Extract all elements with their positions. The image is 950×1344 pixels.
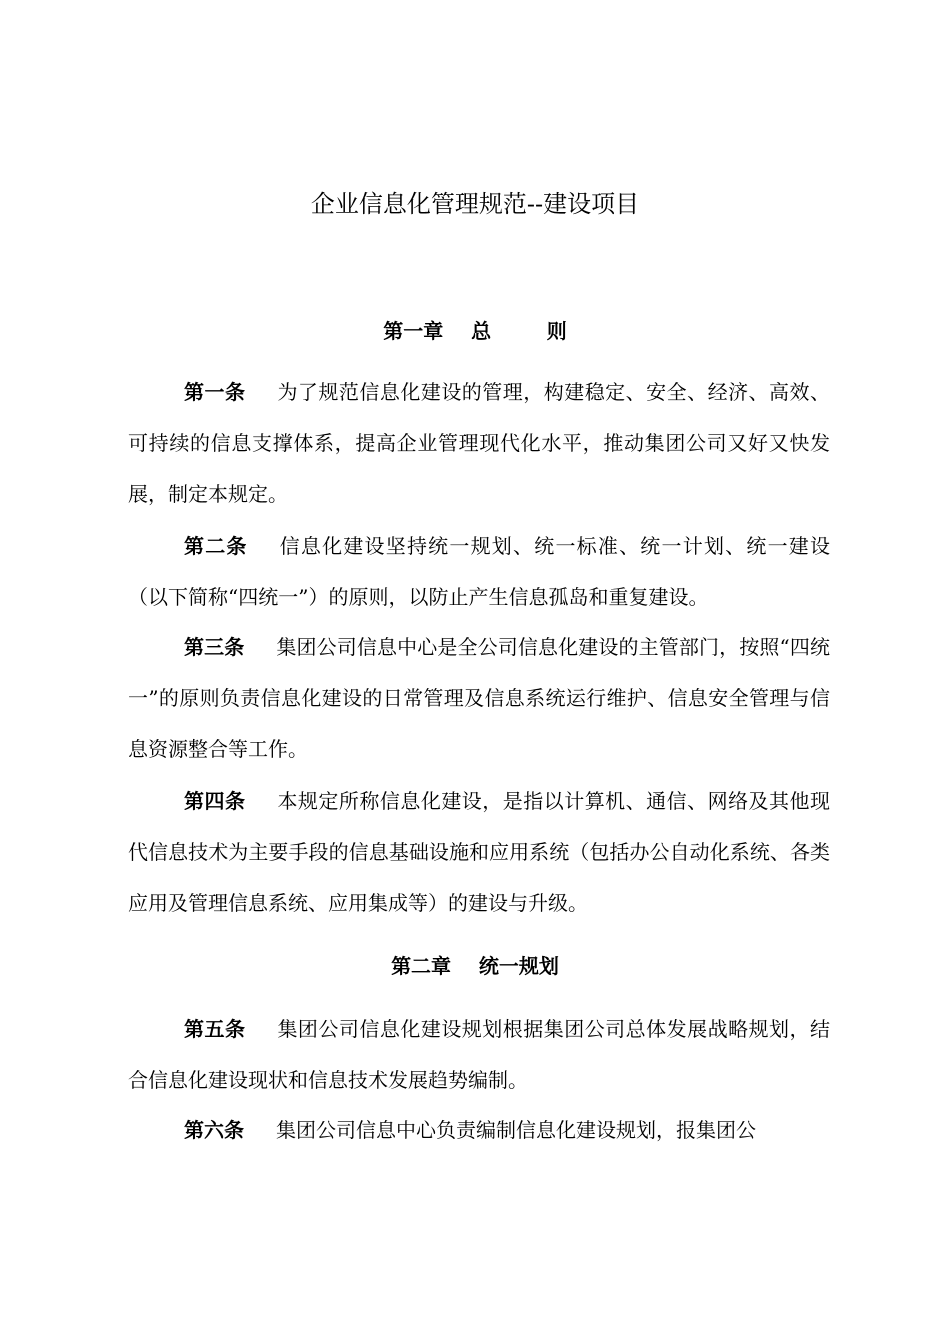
- article-paragraph: [128, 521, 830, 623]
- article-paragraph: [128, 1004, 830, 1106]
- chapter-heading: 第一章 总 则: [383, 319, 567, 343]
- article-label: 第二条: [184, 534, 248, 558]
- article-label: 第一条: [184, 380, 246, 404]
- chapter-heading: 第二章 统一规划: [391, 954, 559, 978]
- article-label: 第五条: [184, 1017, 246, 1041]
- article-text: 本规定所称信息化建设，是指以计算机、通信、网络及其他现代信息技术为主要手段的信息基础设施和应用系统（包括办公自动化系统、各类应用及管理信息系统、应用集成等）的建设与升级。: [128, 789, 831, 915]
- article-text: 集团公司信息中心是全公司信息化建设的主管部门，按照“四统一”的原则负责信息化建设的日常管理及信息系统运行维护、信息安全管理与信息资源整合等工作。: [128, 635, 831, 761]
- article-text: 集团公司信息化建设规划根据集团公司总体发展战略规划，结合信息化建设现状和信息技术发展趋势编制。: [128, 1017, 831, 1092]
- article-text: 为了规范信息化建设的管理，构建稳定、安全、经济、高效、可持续的信息支撑体系，提高企业管理现代化水平，推动集团公司又好又快发展，制定本规定。: [128, 380, 831, 506]
- article-paragraph: [128, 622, 830, 775]
- article-text: 信息化建设坚持统一规划、统一标准、统一计划、统一建设（以下简称“四统一”）的原则，以防止产生信息孤岛和重复建设。: [128, 534, 831, 609]
- article-label: 第三条: [184, 635, 245, 659]
- article-label: 第四条: [184, 789, 246, 813]
- article-paragraph: [128, 367, 830, 520]
- article-text: 集团公司信息中心负责编制信息化建设规划，报集团公: [276, 1118, 756, 1142]
- article-paragraph: [128, 1105, 830, 1156]
- document-title: 企业信息化管理规范--建设项目: [310, 190, 640, 218]
- article-label: 第六条: [184, 1118, 244, 1142]
- article-paragraph: [128, 776, 830, 929]
